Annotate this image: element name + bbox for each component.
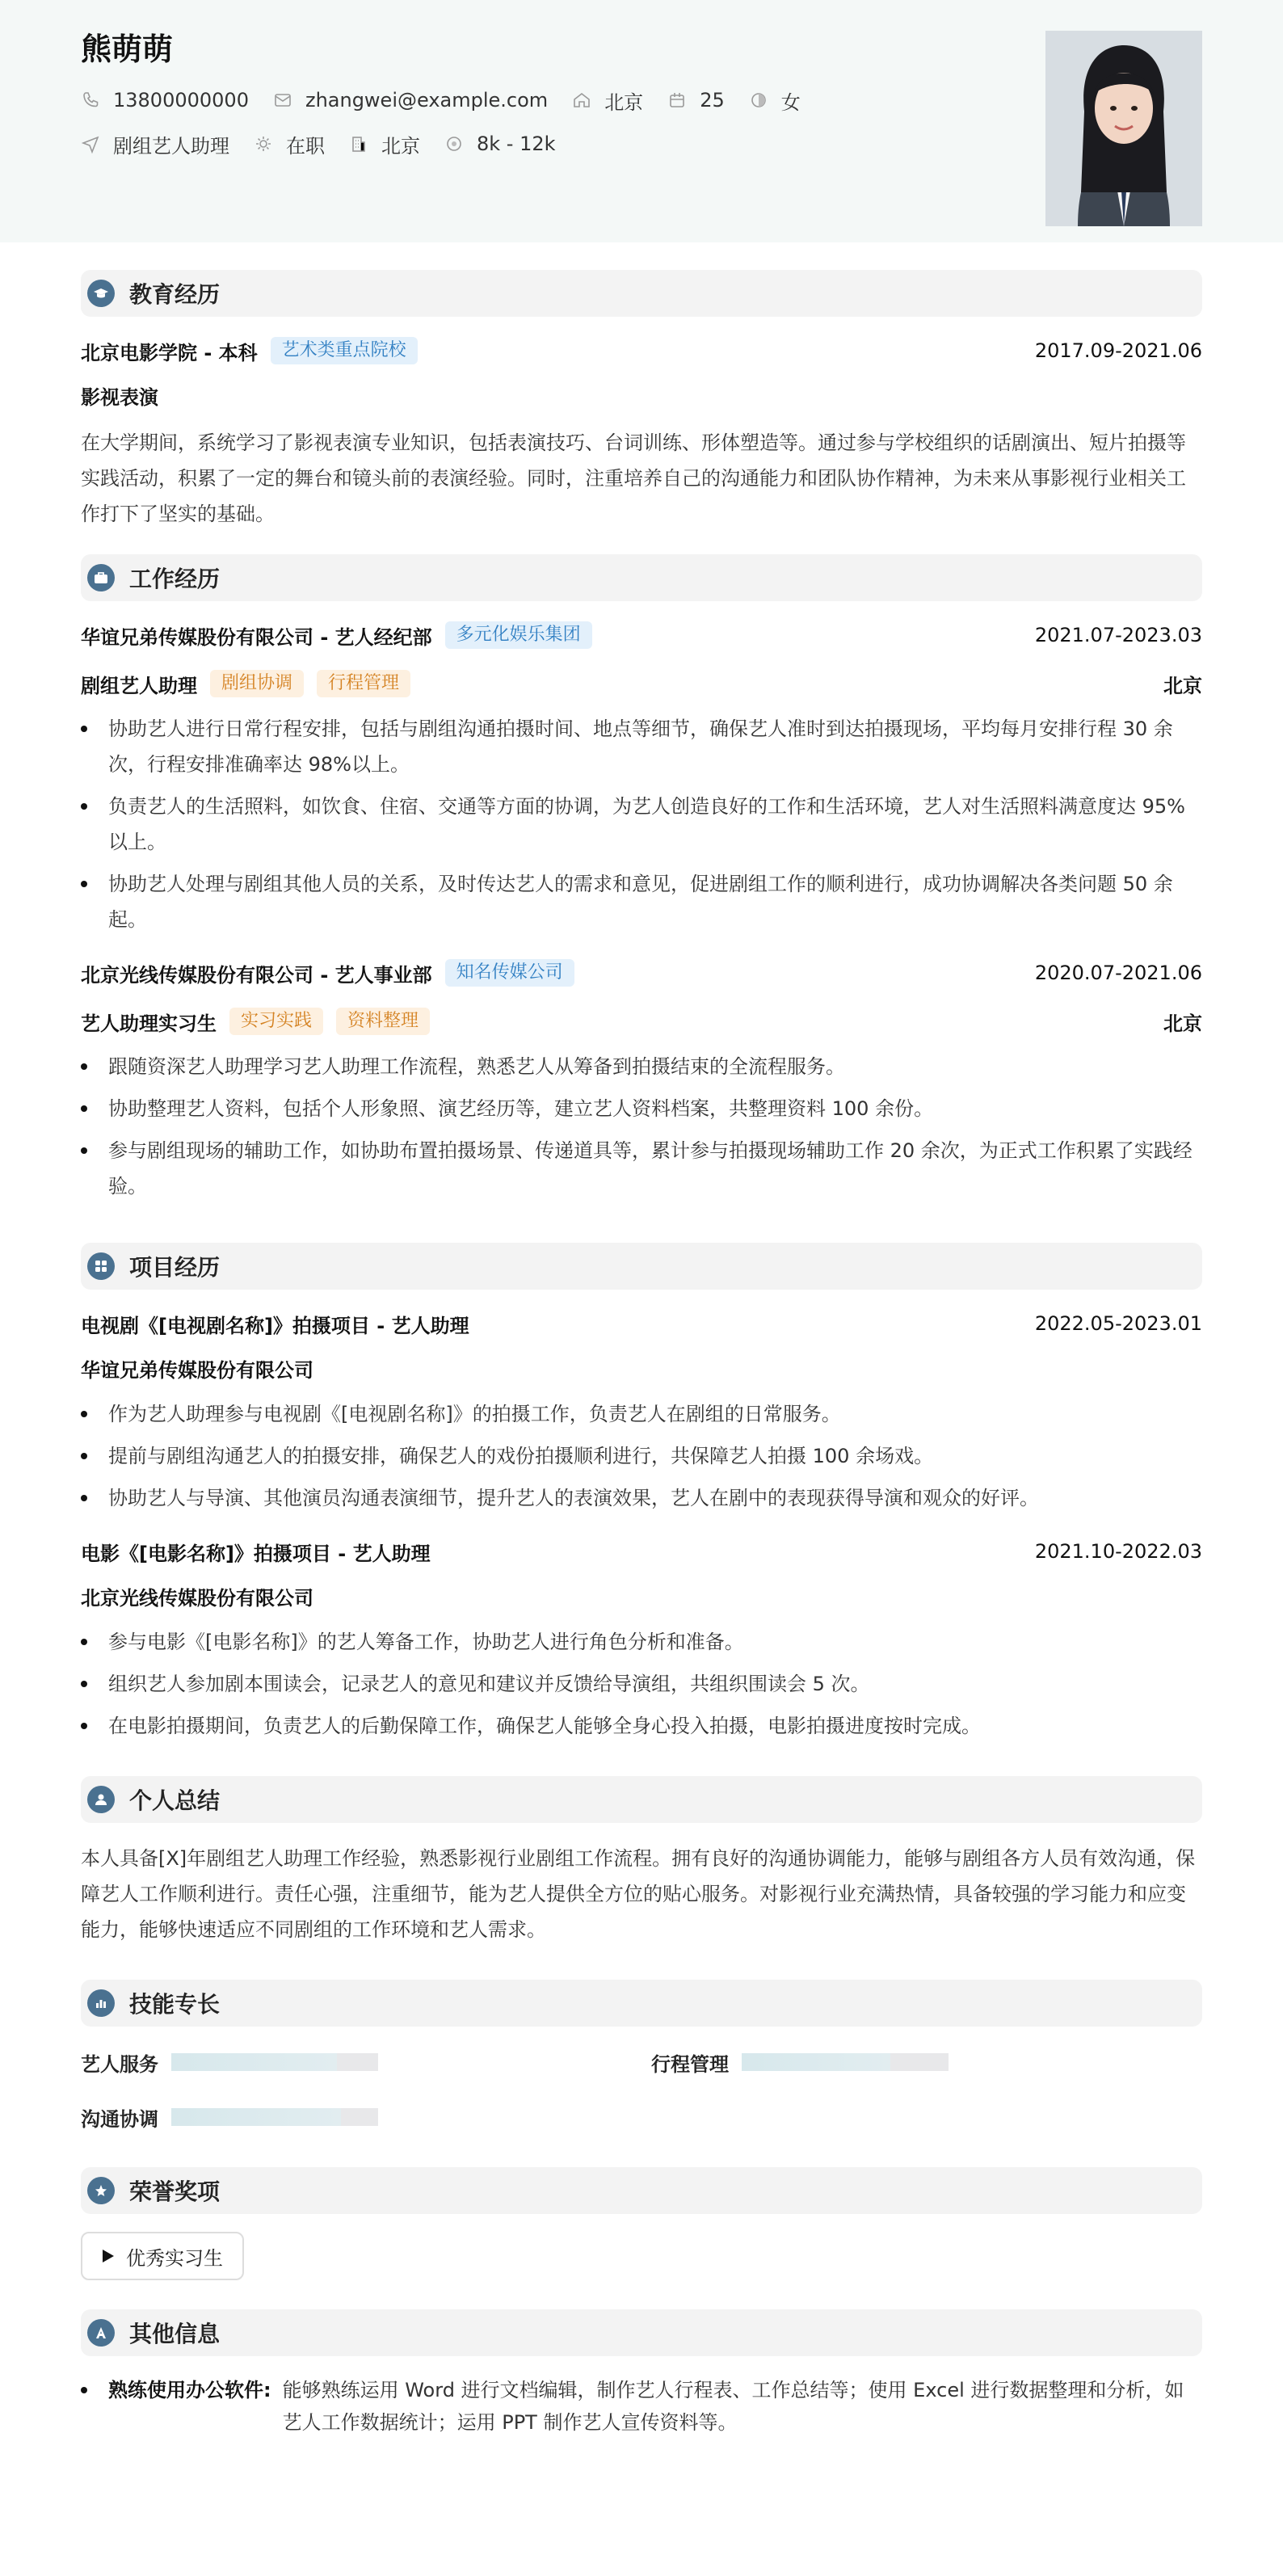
- list-item: 协助艺人处理与剧组其他人员的关系，及时传达艺人的需求和意见，促进剧组工作的顺利进行，成功协调解决各类问题 50 余起。: [81, 866, 1202, 937]
- skill-bar: [171, 2108, 378, 2126]
- play-triangle-icon: [102, 2249, 115, 2263]
- salary-text: 8k - 12k: [477, 133, 556, 155]
- education-date: 2017.09-2021.06: [1034, 339, 1202, 362]
- project-entry: [81, 1307, 1202, 1516]
- status-text: 在职: [286, 134, 325, 158]
- gender-info: [749, 86, 801, 115]
- summary-header: [81, 1776, 1202, 1823]
- location-info: [572, 86, 643, 115]
- city-info: [349, 130, 420, 158]
- summary-title: 个人总结: [129, 1787, 221, 1814]
- education-title: 教育经历: [129, 281, 221, 308]
- list-item: 协助整理艺人资料，包括个人形象照、演艺经历等，建立艺人资料档案，共整理资料 100 余份。: [81, 1091, 1202, 1126]
- job-entry: [81, 619, 1202, 937]
- list-item: 参与电影《[电影名称]》的艺人筹备工作，协助艺人进行角色分析和准备。: [81, 1624, 1202, 1660]
- resume-body: [0, 242, 1283, 2439]
- mail-icon: [273, 90, 292, 110]
- skills-header: [81, 1980, 1202, 2027]
- send-icon: [81, 134, 100, 154]
- projects-header: [81, 1243, 1202, 1290]
- candidate-name: 熊萌萌: [81, 32, 174, 67]
- skill-name: 艺人服务: [81, 2052, 158, 2076]
- skill-fill: [171, 2108, 341, 2126]
- project-bullets: [81, 1624, 1202, 1744]
- other-text: 能够熟练运用 Word 进行文档编辑，制作艺人行程表、工作总结等；使用 Excel 进行数据整理和分析，如艺人工作数据统计；运用 PPT 制作艺人宣传资料等。: [282, 2379, 1184, 2434]
- work-section: [81, 554, 1202, 1204]
- email-address: zhangwei@example.com: [305, 89, 549, 112]
- email-info: [273, 89, 548, 112]
- other-title: 其他信息: [129, 2321, 221, 2347]
- project-name: 电视剧《[电视剧名称]》拍摄项目 - 艺人助理: [81, 1314, 469, 1337]
- list-item: 组织艺人参加剧本围读会，记录艺人的意见和建议并反馈给导演组，共组织围读会 5 次。: [81, 1666, 1202, 1702]
- award-icon: [87, 2177, 115, 2204]
- education-description: 在大学期间，系统学习了影视表演专业知识，包括表演技巧、台词训练、形体塑造等。通过参与学校组织的话剧演出、短片拍摄等实践活动，积累了一定的舞台和镜头前的表演经验。同时，注重培养自己的沟通能力和团队协作精神，为未来从事影视行业相关工作打下了坚实的基础。: [81, 431, 1186, 525]
- company-name: 华谊兄弟传媒股份有限公司 - 艺人经纪部: [81, 625, 432, 649]
- other-item: [81, 2374, 1202, 2439]
- job-city: 北京: [1163, 674, 1202, 697]
- skill-fill: [742, 2053, 890, 2071]
- job-role: 艺人助理实习生: [81, 1012, 217, 1035]
- job-header-row: [81, 957, 1202, 989]
- job-date: 2020.07-2021.06: [1034, 962, 1202, 984]
- company-tag: 多元化娱乐集团: [445, 621, 592, 649]
- summary-text: 本人具备[X]年剧组艺人助理工作经验，熟悉影视行业剧组工作流程。拥有良好的沟通协调能力，能够与剧组各方人员有效沟通，保障艺人工作顺利进行。责任心强，注重细节，能为艺人提供全方位的贴心服务。对影视行业充满热情，具备较强的学习能力和应变能力，能够快速适应不同剧组的工作环境和艺人需求。: [81, 1847, 1196, 1941]
- grid-icon: [87, 1252, 115, 1280]
- skill-name: 行程管理: [651, 2052, 729, 2076]
- portrait-image: [1045, 31, 1202, 226]
- resume-header: [0, 0, 1283, 242]
- profile-photo: [1045, 31, 1202, 226]
- skills-title: 技能专长: [129, 1991, 221, 2018]
- contact-row: [81, 84, 1202, 116]
- other-header: [81, 2309, 1202, 2356]
- education-entry-row: [81, 335, 1202, 367]
- other-label: 熟练使用办公软件:: [108, 2379, 271, 2401]
- major-name: 影视表演: [81, 386, 158, 409]
- skill-name: 沟通协调: [81, 2107, 158, 2131]
- list-item: 协助艺人进行日常行程安排，包括与剧组沟通拍摄时间、地点等细节，确保艺人准时到达拍摄现场，平均每月安排行程 30 余次，行程安排准确率达 98%以上。: [81, 711, 1202, 782]
- gear-icon: [254, 134, 273, 154]
- age-text: 25: [700, 89, 725, 112]
- project-entry: [81, 1535, 1202, 1744]
- phone-icon: [81, 90, 100, 110]
- work-title: 工作经历: [129, 566, 221, 592]
- company-name: 北京光线传媒股份有限公司 - 艺人事业部: [81, 963, 432, 987]
- position-info: [81, 130, 229, 158]
- info-icon: [87, 2319, 115, 2347]
- project-org: 华谊兄弟传媒股份有限公司: [81, 1359, 313, 1382]
- honor-label: 优秀实习生: [126, 2246, 223, 2270]
- list-item: 参与剧组现场的辅助工作，如协助布置拍摄场景、传递道具等，累计参与拍摄现场辅助工作 20 余次，为正式工作积累了实践经验。: [81, 1133, 1202, 1204]
- honors-title: 荣誉奖项: [129, 2178, 221, 2205]
- salary-info: [444, 133, 556, 155]
- gender-text: 女: [780, 90, 801, 114]
- skill-item: [81, 2044, 651, 2080]
- user-icon: [87, 1786, 115, 1813]
- coin-icon: [444, 134, 464, 154]
- skill-item: [651, 2044, 1222, 2080]
- project-date: 2021.10-2022.03: [1034, 1540, 1202, 1563]
- education-header: [81, 270, 1202, 317]
- job-bullets: [81, 711, 1202, 937]
- position-text: 剧组艺人助理: [113, 134, 229, 158]
- list-item: 协助艺人与导演、其他演员沟通表演细节，提升艺人的表演效果，艺人在剧中的表现获得导演和观众的好评。: [81, 1480, 1202, 1516]
- job-role: 剧组艺人助理: [81, 674, 197, 697]
- job-intent-row: [81, 128, 1202, 160]
- skill-item: [81, 2099, 651, 2135]
- projects-section: [81, 1243, 1202, 1744]
- skill-fill: [171, 2053, 337, 2071]
- home-icon: [572, 90, 591, 110]
- school-name: 北京电影学院 - 本科: [81, 341, 258, 364]
- list-item: 作为艺人助理参与电视剧《[电视剧名称]》的拍摄工作，负责艺人在剧组的日常服务。: [81, 1396, 1202, 1432]
- graduation-cap-icon: [87, 280, 115, 307]
- job-tag: 实习实践: [229, 1008, 323, 1035]
- honor-badge: [81, 2232, 244, 2280]
- skills-section: [81, 1980, 1202, 2135]
- project-header-row: [81, 1307, 1202, 1340]
- job-bullets: [81, 1049, 1202, 1204]
- calendar-icon: [667, 90, 687, 110]
- education-section: [81, 270, 1202, 532]
- phone-info: [81, 89, 249, 112]
- honors-section: [81, 2167, 1202, 2280]
- job-tag: 剧组协调: [210, 670, 304, 697]
- gender-icon: [749, 90, 768, 110]
- projects-title: 项目经历: [129, 1254, 221, 1281]
- project-bullets: [81, 1396, 1202, 1516]
- skill-bar: [171, 2053, 378, 2071]
- skill-bar: [742, 2053, 949, 2071]
- school-tag: 艺术类重点院校: [271, 337, 418, 364]
- job-date: 2021.07-2023.03: [1034, 624, 1202, 646]
- project-org: 北京光线传媒股份有限公司: [81, 1587, 313, 1610]
- city-text: 北京: [381, 134, 420, 158]
- other-section: [81, 2309, 1202, 2439]
- summary-section: [81, 1776, 1202, 1947]
- job-entry: [81, 957, 1202, 1204]
- building-icon: [349, 134, 368, 154]
- location-text: 北京: [604, 90, 644, 114]
- bar-chart-icon: [87, 1989, 115, 2017]
- project-name: 电影《[电影名称]》拍摄项目 - 艺人助理: [81, 1542, 431, 1565]
- company-tag: 知名传媒公司: [445, 959, 574, 987]
- project-header-row: [81, 1535, 1202, 1568]
- project-date: 2022.05-2023.01: [1034, 1312, 1202, 1335]
- job-tag: 资料整理: [336, 1008, 430, 1035]
- job-role-row: [81, 667, 1202, 700]
- job-city: 北京: [1163, 1012, 1202, 1035]
- list-item: 跟随资深艺人助理学习艺人助理工作流程，熟悉艺人从筹备到拍摄结束的全流程服务。: [81, 1049, 1202, 1084]
- status-info: [254, 130, 325, 158]
- job-tag: 行程管理: [317, 670, 410, 697]
- phone-number: 13800000000: [113, 89, 249, 112]
- job-header-row: [81, 619, 1202, 651]
- skills-grid: [81, 2044, 1202, 2135]
- list-item: 提前与剧组沟通艺人的拍摄安排，确保艺人的戏份拍摄顺利进行，共保障艺人拍摄 100 余场戏。: [81, 1438, 1202, 1474]
- work-header: [81, 554, 1202, 601]
- list-item: 负责艺人的生活照料，如饮食、住宿、交通等方面的协调，为艺人创造良好的工作和生活环境，艺人对生活照料满意度达 95%以上。: [81, 789, 1202, 860]
- honors-header: [81, 2167, 1202, 2214]
- briefcase-icon: [87, 564, 115, 591]
- job-role-row: [81, 1005, 1202, 1038]
- age-info: [667, 89, 725, 112]
- list-item: 在电影拍摄期间，负责艺人的后勤保障工作，确保艺人能够全身心投入拍摄，电影拍摄进度按时完成。: [81, 1708, 1202, 1744]
